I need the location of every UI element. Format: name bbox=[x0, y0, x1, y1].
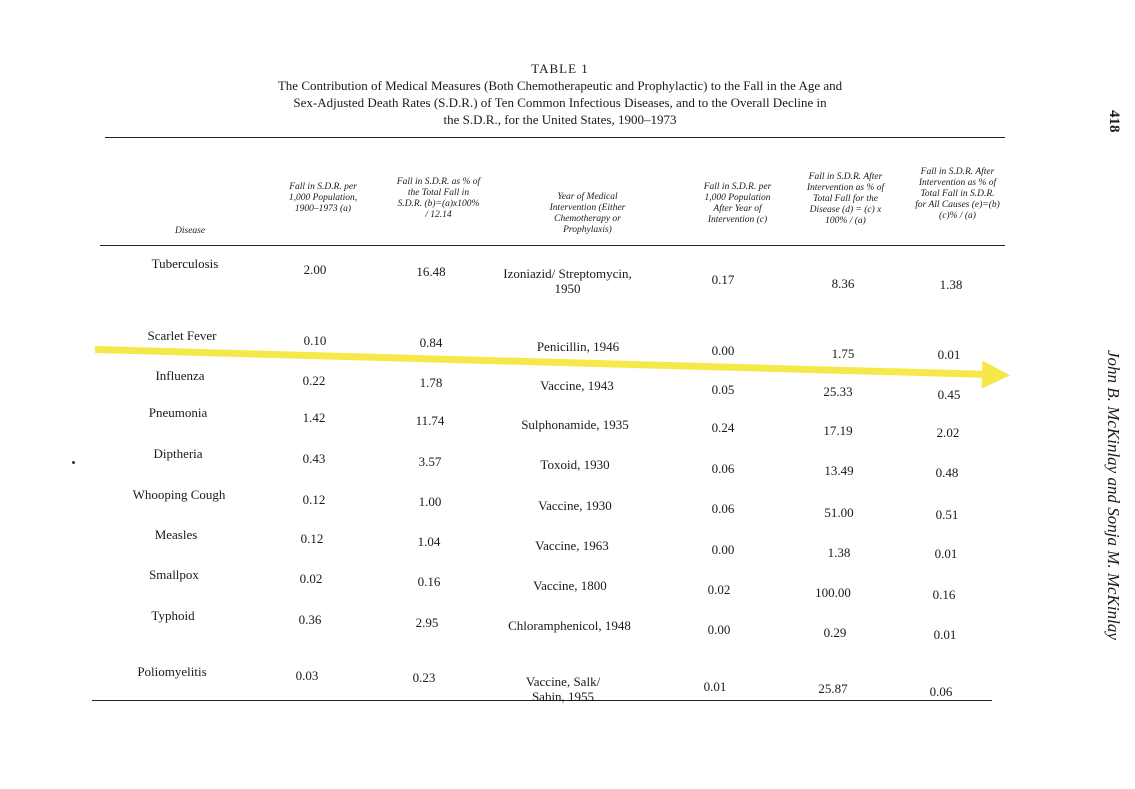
row-fall-sdr: 0.12 bbox=[300, 531, 324, 546]
header-fall-sdr: Fall in S.D.R. per 1,000 Population, 1900–1973 (a) bbox=[288, 182, 358, 214]
running-head-authors: John B. McKinlay and Sonja M. McKinlay bbox=[1104, 350, 1123, 640]
row-intervention: Toxoid, 1930 bbox=[540, 457, 610, 472]
header-rule bbox=[100, 245, 1005, 246]
row-fall-sdr: 0.43 bbox=[302, 451, 326, 466]
row-fall-percent: 1.78 bbox=[419, 375, 443, 390]
row-intervention: Sulphonamide, 1935 bbox=[521, 417, 629, 432]
row-disease: Whooping Cough bbox=[132, 487, 226, 502]
row-pct-all: 1.38 bbox=[939, 277, 963, 292]
row-fall-percent: 0.16 bbox=[417, 574, 441, 589]
header-fall-after-pct-disease: Fall in S.D.R. After Intervention as % of Total Fall for the Disease (d) = (c) x 100% / (a) bbox=[806, 172, 885, 226]
page-number: 418 bbox=[1106, 110, 1122, 133]
row-pct-disease: 13.49 bbox=[824, 463, 854, 478]
row-fall-sdr: 0.03 bbox=[295, 668, 319, 683]
row-disease: Measles bbox=[154, 527, 198, 542]
row-intervention: Izoniazid/ Streptomycin, 1950 bbox=[503, 266, 632, 296]
row-fall-sdr: 0.36 bbox=[298, 612, 322, 627]
table-caption bbox=[200, 60, 920, 128]
row-fall-after: 0.06 bbox=[711, 461, 735, 476]
row-disease: Influenza bbox=[155, 368, 205, 383]
row-fall-percent: 3.57 bbox=[418, 454, 442, 469]
row-fall-sdr: 0.22 bbox=[302, 373, 326, 388]
row-disease: Tuberculosis bbox=[151, 256, 219, 271]
row-fall-after: 0.00 bbox=[711, 542, 735, 557]
caption-line-1: The Contribution of Medical Measures (Both Chemotherapeutic and Prophylactic) to the Fall in the Age and bbox=[277, 78, 843, 93]
row-intervention: Vaccine, Salk/ Sabin, 1955 bbox=[525, 674, 601, 704]
row-pct-all: 0.48 bbox=[935, 465, 959, 480]
row-intervention: Chloramphenicol, 1948 bbox=[508, 618, 631, 633]
row-fall-sdr: 1.42 bbox=[302, 410, 326, 425]
row-fall-percent: 11.74 bbox=[415, 413, 445, 428]
row-intervention: Penicillin, 1946 bbox=[536, 339, 620, 354]
row-fall-after: 0.06 bbox=[711, 501, 735, 516]
row-fall-after: 0.17 bbox=[711, 272, 735, 287]
row-pct-disease: 25.33 bbox=[823, 384, 853, 399]
top-rule bbox=[105, 137, 1005, 138]
row-pct-all: 0.01 bbox=[933, 627, 957, 642]
row-pct-all: 0.51 bbox=[935, 507, 959, 522]
header-year-intervention: Year of Medical Intervention (Either Chemotherapy or Prophylaxis) bbox=[549, 192, 626, 235]
row-pct-all: 2.02 bbox=[936, 425, 960, 440]
header-fall-after-year: Fall in S.D.R. per 1,000 Population After Year of Intervention (c) bbox=[703, 182, 772, 225]
row-disease: Pneumonia bbox=[148, 405, 208, 420]
row-intervention: Vaccine, 1930 bbox=[538, 498, 612, 513]
row-pct-disease: 51.00 bbox=[824, 505, 854, 520]
row-disease: Scarlet Fever bbox=[147, 328, 217, 343]
row-fall-after: 0.02 bbox=[707, 582, 731, 597]
header-fall-after-pct-all: Fall in S.D.R. After Intervention as % of Total Fall in S.D.R. for All Causes (e)=(b)(c)% / (a) bbox=[915, 167, 1000, 221]
row-disease: Typhoid bbox=[151, 608, 195, 623]
row-fall-after: 0.24 bbox=[711, 420, 735, 435]
row-fall-percent: 2.95 bbox=[415, 615, 439, 630]
row-intervention: Vaccine, 1800 bbox=[533, 578, 607, 593]
row-intervention: Vaccine, 1943 bbox=[540, 378, 614, 393]
caption-line-2: Sex-Adjusted Death Rates (S.D.R.) of Ten Common Infectious Diseases, and to the Overall Decline in bbox=[293, 95, 827, 110]
stray-dot bbox=[72, 461, 75, 464]
row-fall-sdr: 0.10 bbox=[303, 333, 327, 348]
row-pct-disease: 100.00 bbox=[815, 585, 851, 600]
row-fall-percent: 1.00 bbox=[418, 494, 442, 509]
highlight-arrow-head-icon bbox=[982, 361, 1011, 390]
row-fall-after: 0.05 bbox=[711, 382, 735, 397]
row-fall-after: 0.01 bbox=[703, 679, 727, 694]
row-fall-percent: 0.23 bbox=[412, 670, 436, 685]
table-label: TABLE 1 bbox=[531, 61, 589, 76]
row-fall-percent: 16.48 bbox=[416, 264, 446, 279]
row-pct-disease: 1.38 bbox=[827, 545, 851, 560]
row-pct-all: 0.06 bbox=[929, 684, 953, 699]
row-pct-all: 0.45 bbox=[937, 387, 961, 402]
row-fall-percent: 0.84 bbox=[419, 335, 443, 350]
row-pct-all: 0.01 bbox=[934, 546, 958, 561]
row-pct-all: 0.01 bbox=[937, 347, 961, 362]
row-fall-percent: 1.04 bbox=[417, 534, 441, 549]
row-disease: Diptheria bbox=[153, 446, 203, 461]
caption-line-3: the S.D.R., for the United States, 1900–1973 bbox=[443, 112, 677, 127]
row-fall-sdr: 0.02 bbox=[299, 571, 323, 586]
row-pct-disease: 8.36 bbox=[831, 276, 855, 291]
row-disease: Smallpox bbox=[149, 567, 199, 582]
row-disease: Poliomyelitis bbox=[137, 664, 207, 679]
row-intervention: Vaccine, 1963 bbox=[535, 538, 609, 553]
row-fall-sdr: 0.12 bbox=[302, 492, 326, 507]
row-pct-all: 0.16 bbox=[932, 587, 956, 602]
row-pct-disease: 1.75 bbox=[831, 346, 855, 361]
row-fall-after: 0.00 bbox=[711, 343, 735, 358]
row-fall-sdr: 2.00 bbox=[303, 262, 327, 277]
header-fall-percent: Fall in S.D.R. as % of the Total Fall in S.D.R. (b)=(a)x100% / 12.14 bbox=[396, 177, 481, 220]
row-pct-disease: 25.87 bbox=[818, 681, 848, 696]
row-fall-after: 0.00 bbox=[707, 622, 731, 637]
row-pct-disease: 17.19 bbox=[823, 423, 853, 438]
header-disease: Disease bbox=[175, 226, 206, 236]
row-pct-disease: 0.29 bbox=[823, 625, 847, 640]
